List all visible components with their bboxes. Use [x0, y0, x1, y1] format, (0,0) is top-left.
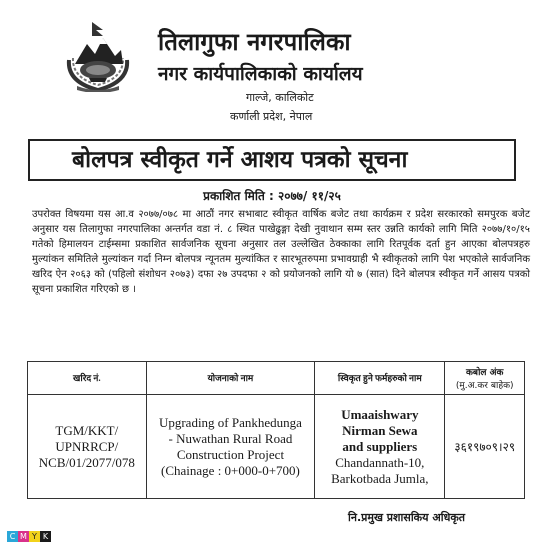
notice-body: उपरोक्त विषयमा यस आ.व २०७७/०७८ मा आठौं नगर सभाबाट स्वीकृत वार्षिक बजेट तथा कार्यक्रम र प्रदेश सरकारको समपुरक बजेट अनुसार यस तिलागुफा नगरपालिका अन्तर्गत वडा नं. ८ स्थित पाखेढुङ्गा देखी नुवाथान सम्म स्तर उन्नति कार्यको लागि मिति २०७७/१०/१५ गतेको हिमालयन टाईम्समा प्रकाशित सार्वजनिक सूचना अनुसार तल उल्लेखित ठेक्काका लागि रितपूर्वक दर्ता हुन आएका बोलपत्रहरु मुल्यांकन समितिले मुल्यांकन गर्दा निम्न बोलपत्र न्यूनतम मुल्यांकित र सारभूतरुपमा प्रभावग्राही भै स्वीकृतको लागि पेश भएकोले सार्वजनिक खरिद ऐन २०६३ को (पहिलो संशोधन २०७३) दफा २७ उपदफा २ को प्रयोजनको लागि यो ७ (सात) दिने बोलपत्र स्वीकृत गर्ने आसय पत्रको सूचना प्रकाशित गरिएको छ ।: [32, 209, 530, 295]
cell-purchase-no: TGM/KKT/ UPNRRCP/ NCB/01/2077/078: [28, 395, 147, 499]
header-amount-note: (मु.अ.कर बाहेक): [455, 381, 514, 391]
notice-title-banner: [28, 139, 516, 181]
location-line-2: कर्णाली प्रदेश, नेपाल: [230, 110, 313, 123]
cell-firm: [315, 395, 445, 499]
cell-project-name: Upgrading of Pankhedunga - Nuwathan Rural Road Construction Project (Chainage : 0+000-0+700): [146, 395, 315, 499]
header-purchase-no: खरिद नं.: [28, 362, 147, 395]
location-line-1: गाल्जे, कालिकोट: [246, 91, 314, 104]
cell-amount: ३६१९७०९।२९: [445, 395, 525, 499]
office-name: नगर कार्यपालिकाको कार्यालय: [158, 63, 363, 85]
firm-address: Chandannath-10, Barkotbada Jumla,: [331, 454, 429, 486]
header-project-name: योजनाको नाम: [146, 362, 315, 395]
cmyk-mark-y: Y: [29, 531, 40, 542]
firm-name: Umaaishwary Nirman Sewa and suppliers: [341, 406, 419, 454]
notice-title: बोलपत्र स्वीकृत गर्ने आशय पत्रको सूचना: [72, 147, 408, 173]
header-amount-label: कबोल अंक: [466, 368, 504, 378]
table-row: [28, 395, 525, 499]
bid-table: [27, 361, 525, 499]
table-header-row: [28, 362, 525, 395]
signature-line: नि.प्रमुख प्रशासकिय अधिकृत: [348, 511, 466, 524]
notice-page: [8, 6, 536, 536]
header-amount: [445, 362, 525, 395]
nepal-government-emblem-icon: [59, 20, 137, 92]
cmyk-mark-k: K: [40, 531, 51, 542]
cmyk-mark-m: M: [18, 531, 29, 542]
cmyk-mark-c: C: [7, 531, 18, 542]
published-date: प्रकाशित मिति : २०७७/ ११/२५: [203, 189, 341, 203]
municipality-name: तिलागुफा नगरपालिका: [158, 28, 351, 56]
header-firm-name: स्विकृत हुने फर्महरुको नाम: [315, 362, 445, 395]
cmyk-print-marks: [7, 531, 51, 542]
